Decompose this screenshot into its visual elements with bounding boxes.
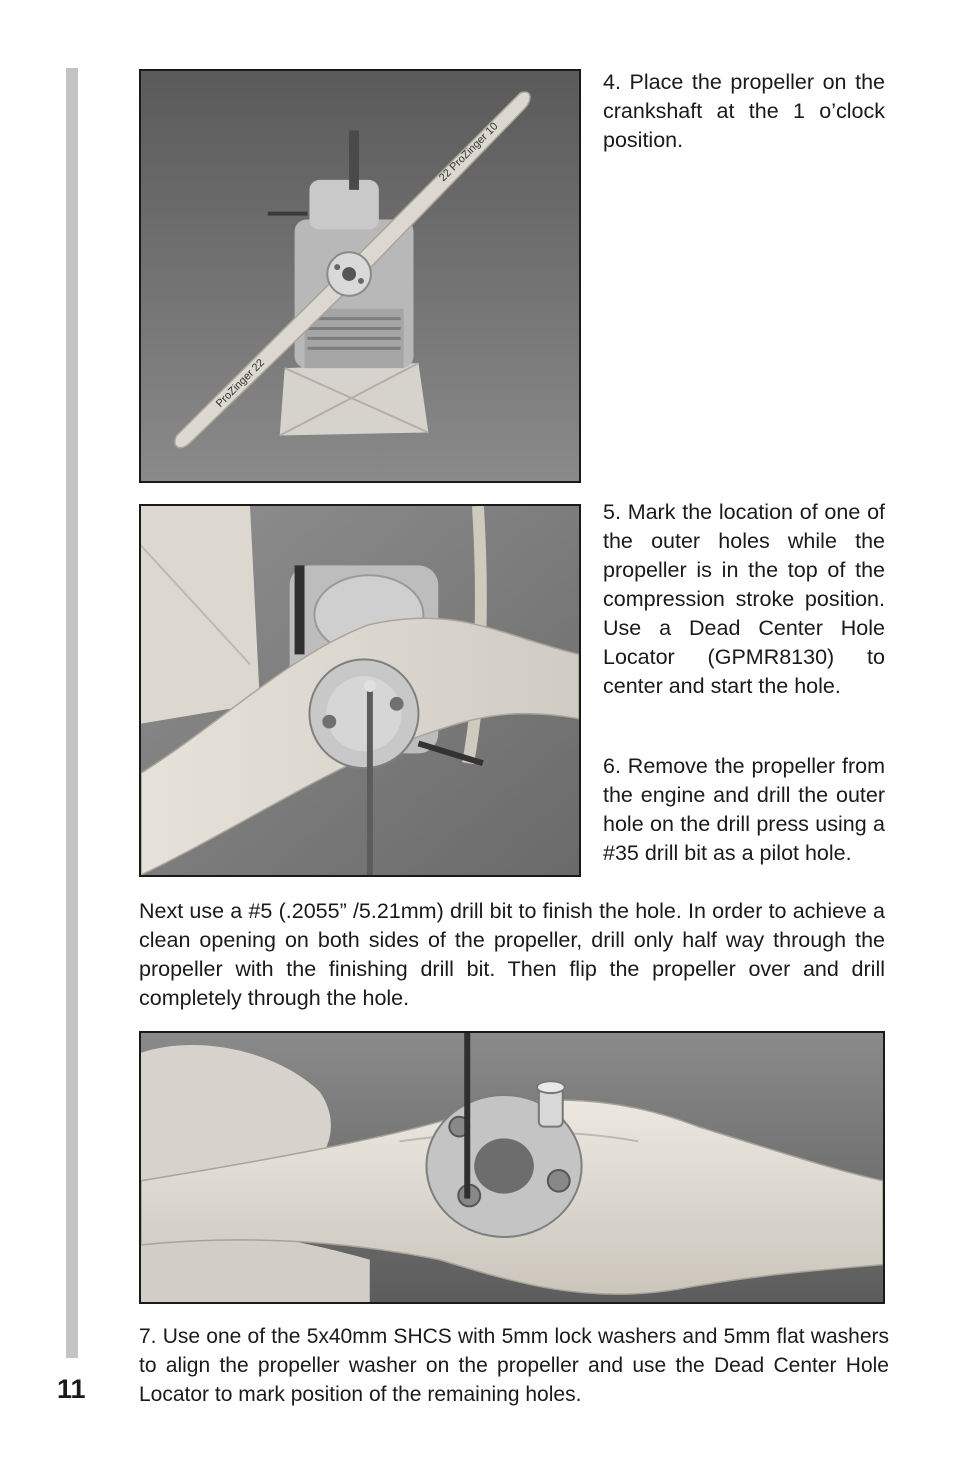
side-bar [66,68,78,1358]
step-7-text: 7. Use one of the 5x40mm SHCS with 5mm lock washers and 5mm flat washers to align the propeller washer on the propeller and use the Dead Center Hole Locator to mark position of the remaining holes. [139,1325,889,1406]
step-5-text: 5. Mark the location of one of the outer holes while the propeller is in the top of the compression stroke position. Use a Dead Center Hole Locator (GPMR8130) to center and start the hole. [603,500,885,698]
step-4-text: 4. Place the propeller on the crankshaft at the 1 o’clock position. [603,70,885,152]
photo-marking-hole [139,504,581,877]
prop-label-lower: ProZinger 22 [213,356,267,410]
photo-washer-alignment [139,1031,885,1304]
washer-alignment-illustration [141,1033,883,1302]
engine-propeller-illustration [141,71,579,481]
page-number: 11 [57,1374,86,1404]
step-6-text-continued: Next use a #5 (.2055” /5.21mm) drill bit to finish the hole. In order to achieve a clean opening on both sides of the propeller, drill only half way through the propeller with the finishing drill bit. Then flip the propeller over and drill completely through the hole. [139,899,885,1010]
photo-propeller-on-engine [139,69,581,483]
prop-label-upper: 22 ProZinger 10 [436,120,501,185]
marking-hole-illustration [141,506,579,875]
step-6-text-start: 6. Remove the propeller from the engine and drill the outer hole on the drill press using a #35 drill bit as a pilot hole. [603,754,885,865]
